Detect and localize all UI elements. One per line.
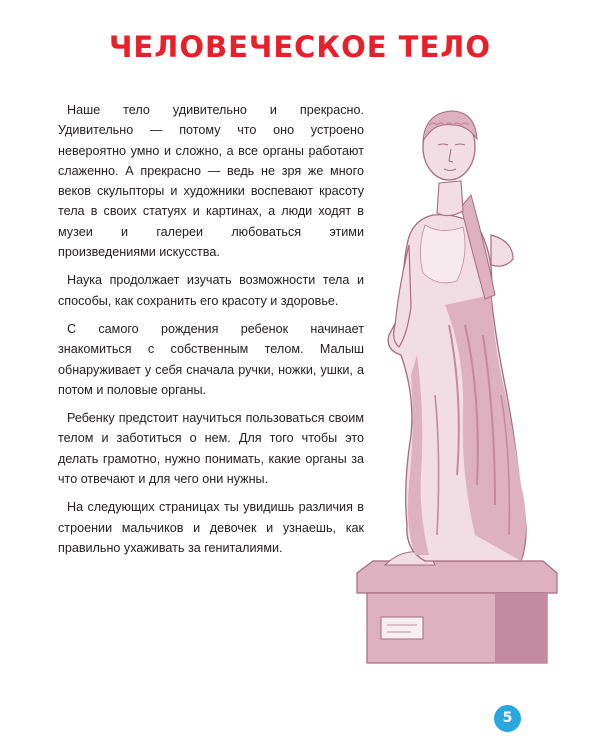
statue-neck [437,181,463,216]
pedestal-side-shade [495,593,547,663]
paragraph: С самого рождения ребенок начинает знакомиться с собственным телом. Малыш обнаруживает у себя сначала ручки, ножки, ушки, а потом и половые органы. [58,321,364,397]
statue-illustration [345,95,565,665]
paragraph: Наше тело удивительно и прекрасно. Удивительно — потому что оно устроено невероятно умно и сложно, а все органы работают слаженно. А прекрасно — ведь не зря же много веков скульпторы и художники воспевают красоту тела в своих статуях и картинах, а люди ходят в музеи и галереи любоваться этими произведениями искусства. [58,103,364,260]
body-text [58,100,364,566]
paragraph: Ребенку предстоит научиться пользоваться своим телом и заботиться о нем. Для того чтобы это делать грамотно, нужно понимать, какие органы за что отвечают и для чего они нужны. [58,411,364,487]
paragraph: На следующих страницах ты увидишь различия в строении мальчиков и девочек и узнаешь, как правильно ухаживать за гениталиями. [58,500,364,555]
statue-arm-stub [491,235,513,266]
page-number-badge: 5 [494,705,521,732]
pedestal-plaque [381,617,423,639]
paragraph: Наука продолжает изучать возможности тела и способы, как сохранить его красоту и здоровье. [58,273,364,308]
page-title: ЧЕЛОВЕЧЕСКОЕ ТЕЛО [108,30,492,64]
pedestal-top [357,561,557,593]
